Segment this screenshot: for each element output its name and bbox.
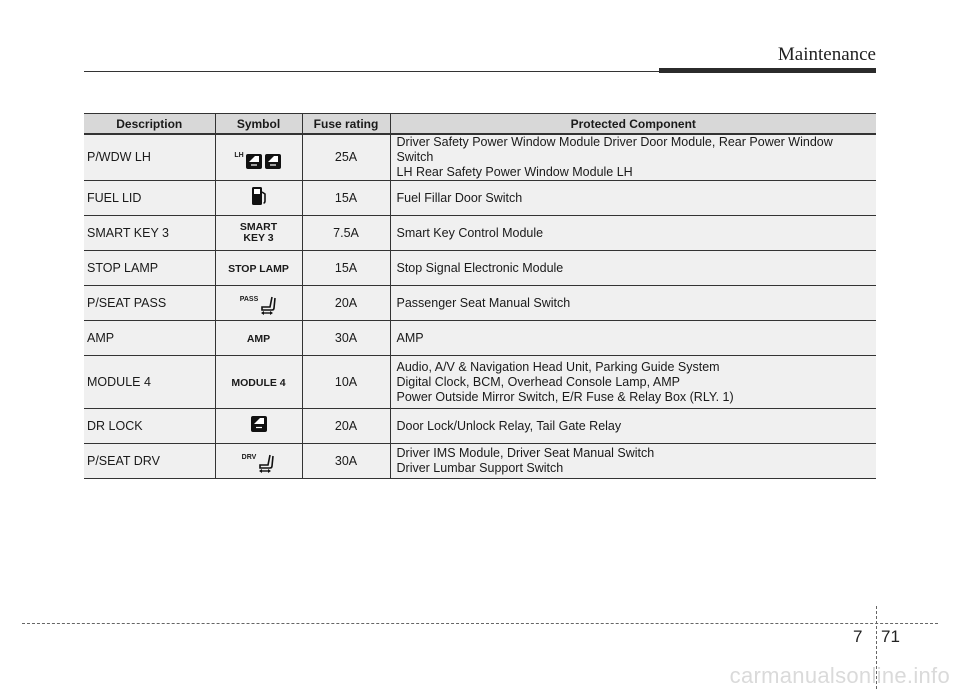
- cell-symbol: [215, 356, 302, 409]
- component-line: Driver Safety Power Window Module Driver Door Module, Rear Power Window Switch: [396, 135, 833, 164]
- col-header-description: Description: [84, 114, 215, 135]
- table-row: [84, 286, 876, 321]
- door-lock-icon: [250, 415, 268, 433]
- cell-description: P/WDW LH: [84, 134, 215, 181]
- cell-symbol: [215, 409, 302, 444]
- power-seat-icon: [242, 454, 276, 474]
- symbol-label: [240, 222, 277, 244]
- chapter-number: 7: [853, 627, 863, 646]
- cell-fuse-rating: 15A: [302, 251, 390, 286]
- power-seat-icon: [240, 296, 278, 316]
- fuse-table: [84, 113, 876, 479]
- col-header-symbol: Symbol: [215, 114, 302, 135]
- footer-dashed-rule: [22, 623, 938, 624]
- table-row: [84, 409, 876, 444]
- symbol-label: STOP LAMP: [228, 262, 289, 275]
- symbol-label-line: SMART: [239, 220, 278, 233]
- header-rule: [84, 71, 659, 72]
- cell-fuse-rating: 7.5A: [302, 216, 390, 251]
- table-row: [84, 356, 876, 409]
- table-row: [84, 181, 876, 216]
- cell-component: [390, 181, 876, 216]
- cell-component: [390, 286, 876, 321]
- component-line: Door Lock/Unlock Relay, Tail Gate Relay: [396, 418, 622, 433]
- table-row: [84, 444, 876, 479]
- cell-fuse-rating: 20A: [302, 409, 390, 444]
- cell-description: P/SEAT PASS: [84, 286, 215, 321]
- cell-fuse-rating: 30A: [302, 321, 390, 356]
- page-number: 71: [881, 627, 900, 646]
- cell-fuse-rating: 25A: [302, 134, 390, 181]
- cell-symbol: [215, 251, 302, 286]
- cell-description: STOP LAMP: [84, 251, 215, 286]
- cell-component: [390, 356, 876, 409]
- col-header-fuse-rating: Fuse rating: [302, 114, 390, 135]
- page-header-title: Maintenance: [777, 44, 876, 65]
- cell-symbol: [215, 134, 302, 181]
- symbol-label-line: KEY 3: [243, 231, 274, 244]
- power-window-icon: [234, 152, 282, 170]
- component-line: Digital Clock, BCM, Overhead Console Lamp, AMP: [396, 374, 680, 389]
- cell-component: [390, 409, 876, 444]
- component-line: Driver Lumbar Support Switch: [396, 461, 564, 475]
- cell-description: AMP: [84, 321, 215, 356]
- cell-symbol: [215, 216, 302, 251]
- cell-description: FUEL LID: [84, 181, 215, 216]
- component-line: Driver IMS Module, Driver Seat Manual Switch: [396, 446, 655, 460]
- cell-symbol: [215, 286, 302, 321]
- component-line: Stop Signal Electronic Module: [396, 260, 564, 275]
- cell-component: [390, 251, 876, 286]
- cell-fuse-rating: 30A: [302, 444, 390, 479]
- cell-fuse-rating: 15A: [302, 181, 390, 216]
- cell-symbol: [215, 181, 302, 216]
- component-line: LH Rear Safety Power Window Module LH: [396, 165, 633, 179]
- component-line: Audio, A/V & Navigation Head Unit, Parking Guide System: [396, 359, 720, 374]
- symbol-tag: LH: [234, 151, 244, 159]
- symbol-label: AMP: [246, 332, 271, 345]
- cell-symbol: [215, 444, 302, 479]
- component-line: Power Outside Mirror Switch, E/R Fuse & Relay Box (RLY. 1): [396, 389, 734, 404]
- symbol-label: MODULE 4: [231, 376, 286, 389]
- cell-description: SMART KEY 3: [84, 216, 215, 251]
- cell-description: P/SEAT DRV: [84, 444, 215, 479]
- component-line: Passenger Seat Manual Switch: [396, 295, 571, 310]
- fuel-pump-icon: [251, 186, 267, 206]
- cell-description: DR LOCK: [84, 409, 215, 444]
- col-header-protected-component: Protected Component: [390, 114, 876, 135]
- watermark-text: carmanualsonline.info: [729, 663, 950, 688]
- cell-symbol: [215, 321, 302, 356]
- table-row: [84, 216, 876, 251]
- symbol-tag: DRV: [241, 454, 257, 461]
- header-rule-accent: [659, 68, 876, 73]
- cell-fuse-rating: 10A: [302, 356, 390, 409]
- table-row: [84, 251, 876, 286]
- table-header-row: [84, 114, 876, 135]
- cell-component: [390, 321, 876, 356]
- component-line: Fuel Fillar Door Switch: [396, 190, 523, 205]
- cell-component: [390, 134, 876, 181]
- component-line: Smart Key Control Module: [396, 225, 544, 240]
- cell-component: [390, 444, 876, 479]
- table-row: [84, 321, 876, 356]
- table-row: [84, 134, 876, 181]
- cell-component: [390, 216, 876, 251]
- symbol-tag: PASS: [239, 296, 259, 303]
- cell-description: MODULE 4: [84, 356, 215, 409]
- component-line: AMP: [396, 330, 424, 345]
- cell-fuse-rating: 20A: [302, 286, 390, 321]
